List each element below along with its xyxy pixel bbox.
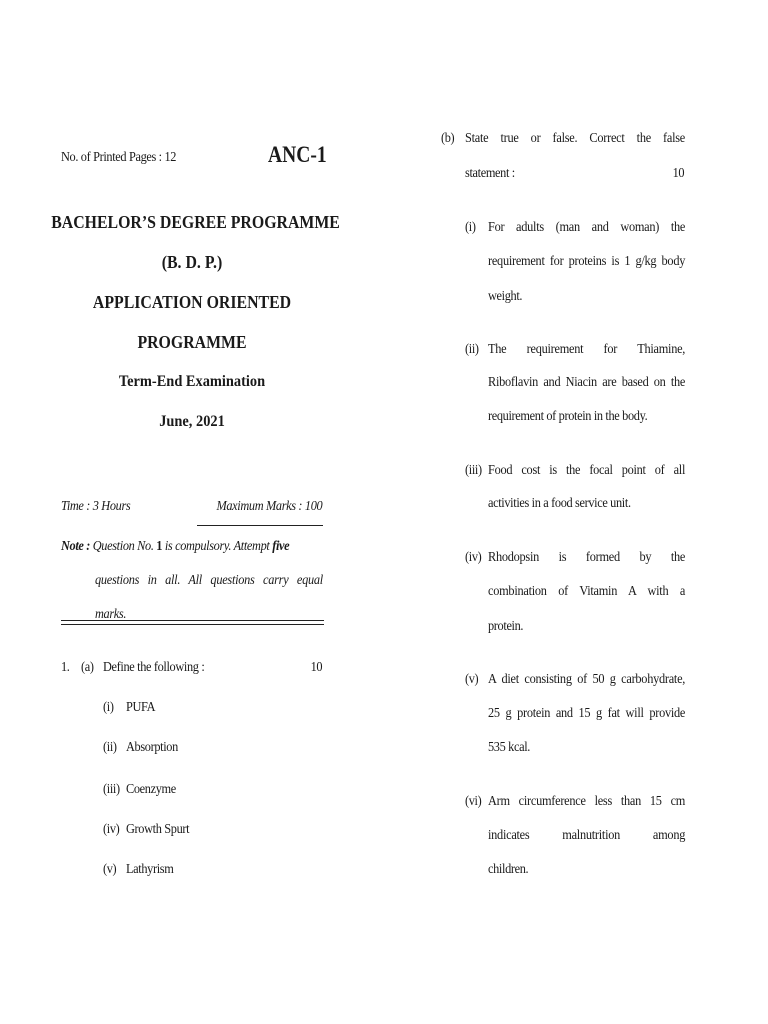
q1b-item-num: (i): [465, 220, 476, 235]
q1b-item-line: combination of Vitamin A with a: [488, 584, 686, 599]
paper-code: ANC-1: [268, 142, 327, 167]
maximum-marks: Maximum Marks : 100: [216, 499, 322, 514]
q1a-item-num: (v): [103, 862, 117, 877]
q1b-item-line: For adults (man and woman) the: [488, 220, 686, 235]
q1b-marks: 10: [672, 166, 684, 181]
exam-name: Term-End Examination: [118, 373, 266, 390]
q1b-item-line: Rhodopsin is formed by the: [488, 550, 686, 565]
q1b-item-num: (vi): [465, 794, 482, 809]
exam-date: June, 2021: [159, 413, 225, 430]
q1a-item-text: Coenzyme: [126, 782, 176, 797]
q1-number: 1.: [61, 660, 70, 675]
programme-title: BACHELOR’S DEGREE PROGRAMME: [51, 212, 340, 232]
q1b-item-line: protein.: [488, 619, 524, 634]
q1b-label: (b): [441, 131, 455, 146]
q1b-item-num: (v): [465, 672, 479, 687]
note-text-b: is compulsory. Attempt: [162, 539, 273, 554]
q1a-item-num: (ii): [103, 740, 117, 755]
q1b-item-line: indicates malnutrition among: [488, 828, 686, 843]
q1b-prompt-line-1: State true or false. Correct the false: [465, 131, 685, 146]
q1a-prompt: Define the following :: [103, 660, 205, 675]
q1b-item-line: weight.: [488, 289, 523, 304]
programme-subtitle: APPLICATION ORIENTED: [92, 292, 292, 312]
q1b-item-num: (iii): [465, 463, 482, 478]
printed-pages-count: No. of Printed Pages : 12: [61, 150, 177, 165]
q1a-item-text: Absorption: [126, 740, 178, 755]
q1b-item-line: Riboflavin and Niacin are based on the: [488, 375, 686, 390]
programme-abbrev: (B. D. P.): [161, 252, 223, 272]
q1b-item-line: Arm circumference less than 15 cm: [488, 794, 686, 809]
q1b-item-num: (iv): [465, 550, 482, 565]
q1b-item-line: requirement of protein in the body.: [488, 409, 648, 424]
q1a-item-num: (iii): [103, 782, 120, 797]
q1b-item-line: children.: [488, 862, 529, 877]
q1a-marks: 10: [310, 660, 322, 675]
note-rule-bottom: [61, 624, 324, 625]
q1b-item-line: Food cost is the focal point of all: [488, 463, 686, 478]
note-question-number: 1: [156, 539, 163, 554]
q1a-label: (a): [81, 660, 94, 675]
note-five: five: [272, 539, 290, 554]
q1b-item-line: The requirement for Thiamine,: [488, 342, 686, 357]
note-rule-top: [61, 620, 324, 621]
q1b-item-line: 535 kcal.: [488, 740, 530, 755]
note-line-2: questions in all. All questions carry equal: [95, 573, 323, 588]
marks-rule: [197, 525, 323, 526]
note-line-3: marks.: [95, 607, 127, 622]
q1a-item-text: PUFA: [126, 700, 156, 715]
q1a-item-num: (i): [103, 700, 114, 715]
q1b-prompt-line-2: statement :: [465, 166, 515, 181]
q1b-item-num: (ii): [465, 342, 479, 357]
note-line-1: [61, 539, 289, 555]
q1a-item-text: Growth Spurt: [126, 822, 190, 837]
q1b-item-line: 25 g protein and 15 g fat will provide: [488, 706, 686, 721]
q1b-item-line: A diet consisting of 50 g carbohydrate,: [488, 672, 686, 687]
note-label: Note :: [61, 539, 91, 554]
q1b-item-line: activities in a food service unit.: [488, 496, 631, 511]
exam-duration: Time : 3 Hours: [61, 499, 131, 514]
note-text-a: Question No.: [92, 539, 157, 554]
programme-subtitle-2: PROGRAMME: [137, 332, 247, 352]
q1a-item-text: Lathyrism: [126, 862, 174, 877]
q1b-item-line: requirement for proteins is 1 g/kg body: [488, 254, 686, 269]
q1a-item-num: (iv): [103, 822, 120, 837]
